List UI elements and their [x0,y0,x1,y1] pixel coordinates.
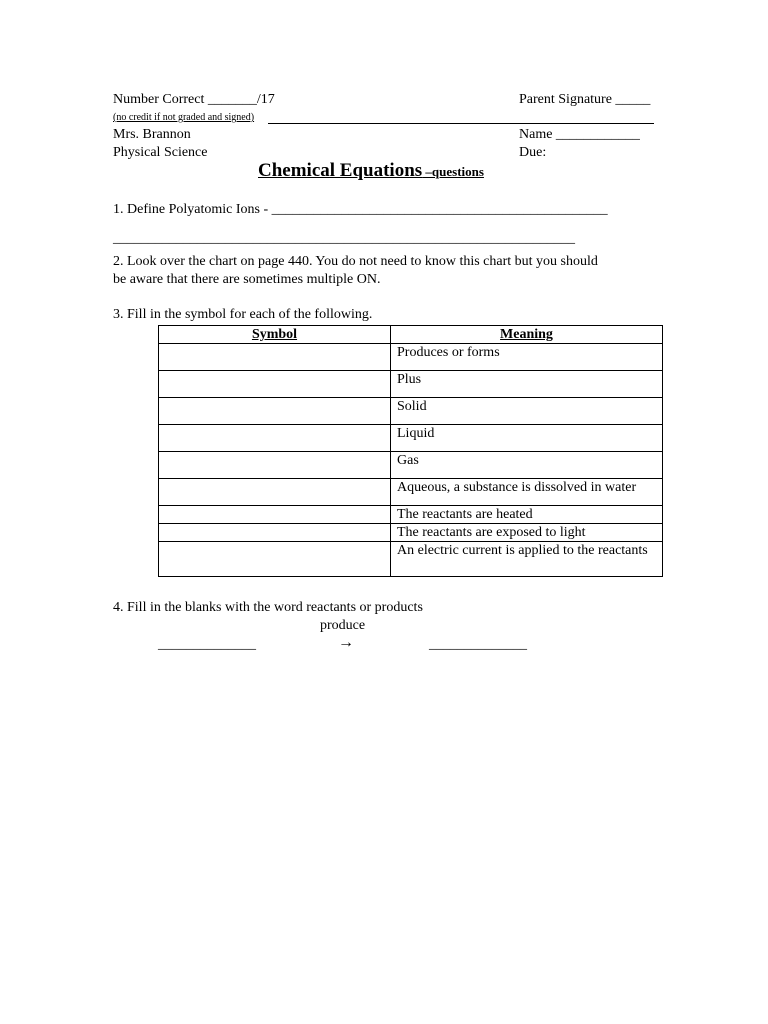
table-row [159,344,663,371]
meaning-cell: Plus [391,371,663,398]
symbol-cell[interactable] [159,542,391,577]
title-sub: –questions [422,164,484,179]
question-1: 1. Define Polyatomic Ions - ________________________________________________ [113,202,608,217]
symbol-cell[interactable] [159,398,391,425]
meaning-cell: The reactants are exposed to light [391,524,663,542]
reactants-products-blank-left[interactable]: ______________ [158,637,256,652]
table-row [159,542,663,577]
symbol-cell[interactable] [159,452,391,479]
parent-signature: Parent Signature _____ [519,92,651,107]
table-row [159,452,663,479]
meaning-cell: Aqueous, a substance is dissolved in water [391,479,663,506]
question-4: 4. Fill in the blanks with the word reactants or products [113,600,423,615]
question-1-answer-line: __________________________________________________________________ [113,231,575,246]
arrow-icon: → [338,634,354,651]
symbol-cell[interactable] [159,506,391,524]
symbol-cell[interactable] [159,344,391,371]
table-row [159,371,663,398]
symbol-cell[interactable] [159,371,391,398]
meaning-cell: The reactants are heated [391,506,663,524]
produce-label: produce [320,618,366,633]
signature-line [268,123,654,124]
symbol-cell[interactable] [159,524,391,542]
table-row [159,524,663,542]
reactants-products-blank-right[interactable]: ______________ [429,637,527,652]
symbol-table [158,325,663,577]
subject: Physical Science [113,145,208,160]
header-meaning: Meaning [391,326,663,344]
header-symbol: Symbol [159,326,391,344]
title-main: Chemical Equations [258,160,423,181]
table-row [159,425,663,452]
no-credit-note: (no credit if not graded and signed) [113,112,255,123]
page-title [258,160,484,182]
table-row [159,506,663,524]
meaning-cell: Gas [391,452,663,479]
table-row [159,398,663,425]
question-3: 3. Fill in the symbol for each of the following. [113,307,373,322]
symbol-cell[interactable] [159,425,391,452]
meaning-cell: Liquid [391,425,663,452]
student-name-field: Name ____________ [519,127,640,142]
meaning-cell: Solid [391,398,663,425]
number-correct: Number Correct _______/17 [113,92,275,107]
teacher-name: Mrs. Brannon [113,127,191,142]
due-date: Due: [519,145,547,160]
question-2-line-1: 2. Look over the chart on page 440. You do not need to know this chart but you should [113,254,598,269]
table-row [159,479,663,506]
meaning-cell: An electric current is applied to the reactants [391,542,663,577]
symbol-cell[interactable] [159,479,391,506]
question-2-line-2: be aware that there are sometimes multiple ON. [113,272,381,287]
meaning-cell: Produces or forms [391,344,663,371]
